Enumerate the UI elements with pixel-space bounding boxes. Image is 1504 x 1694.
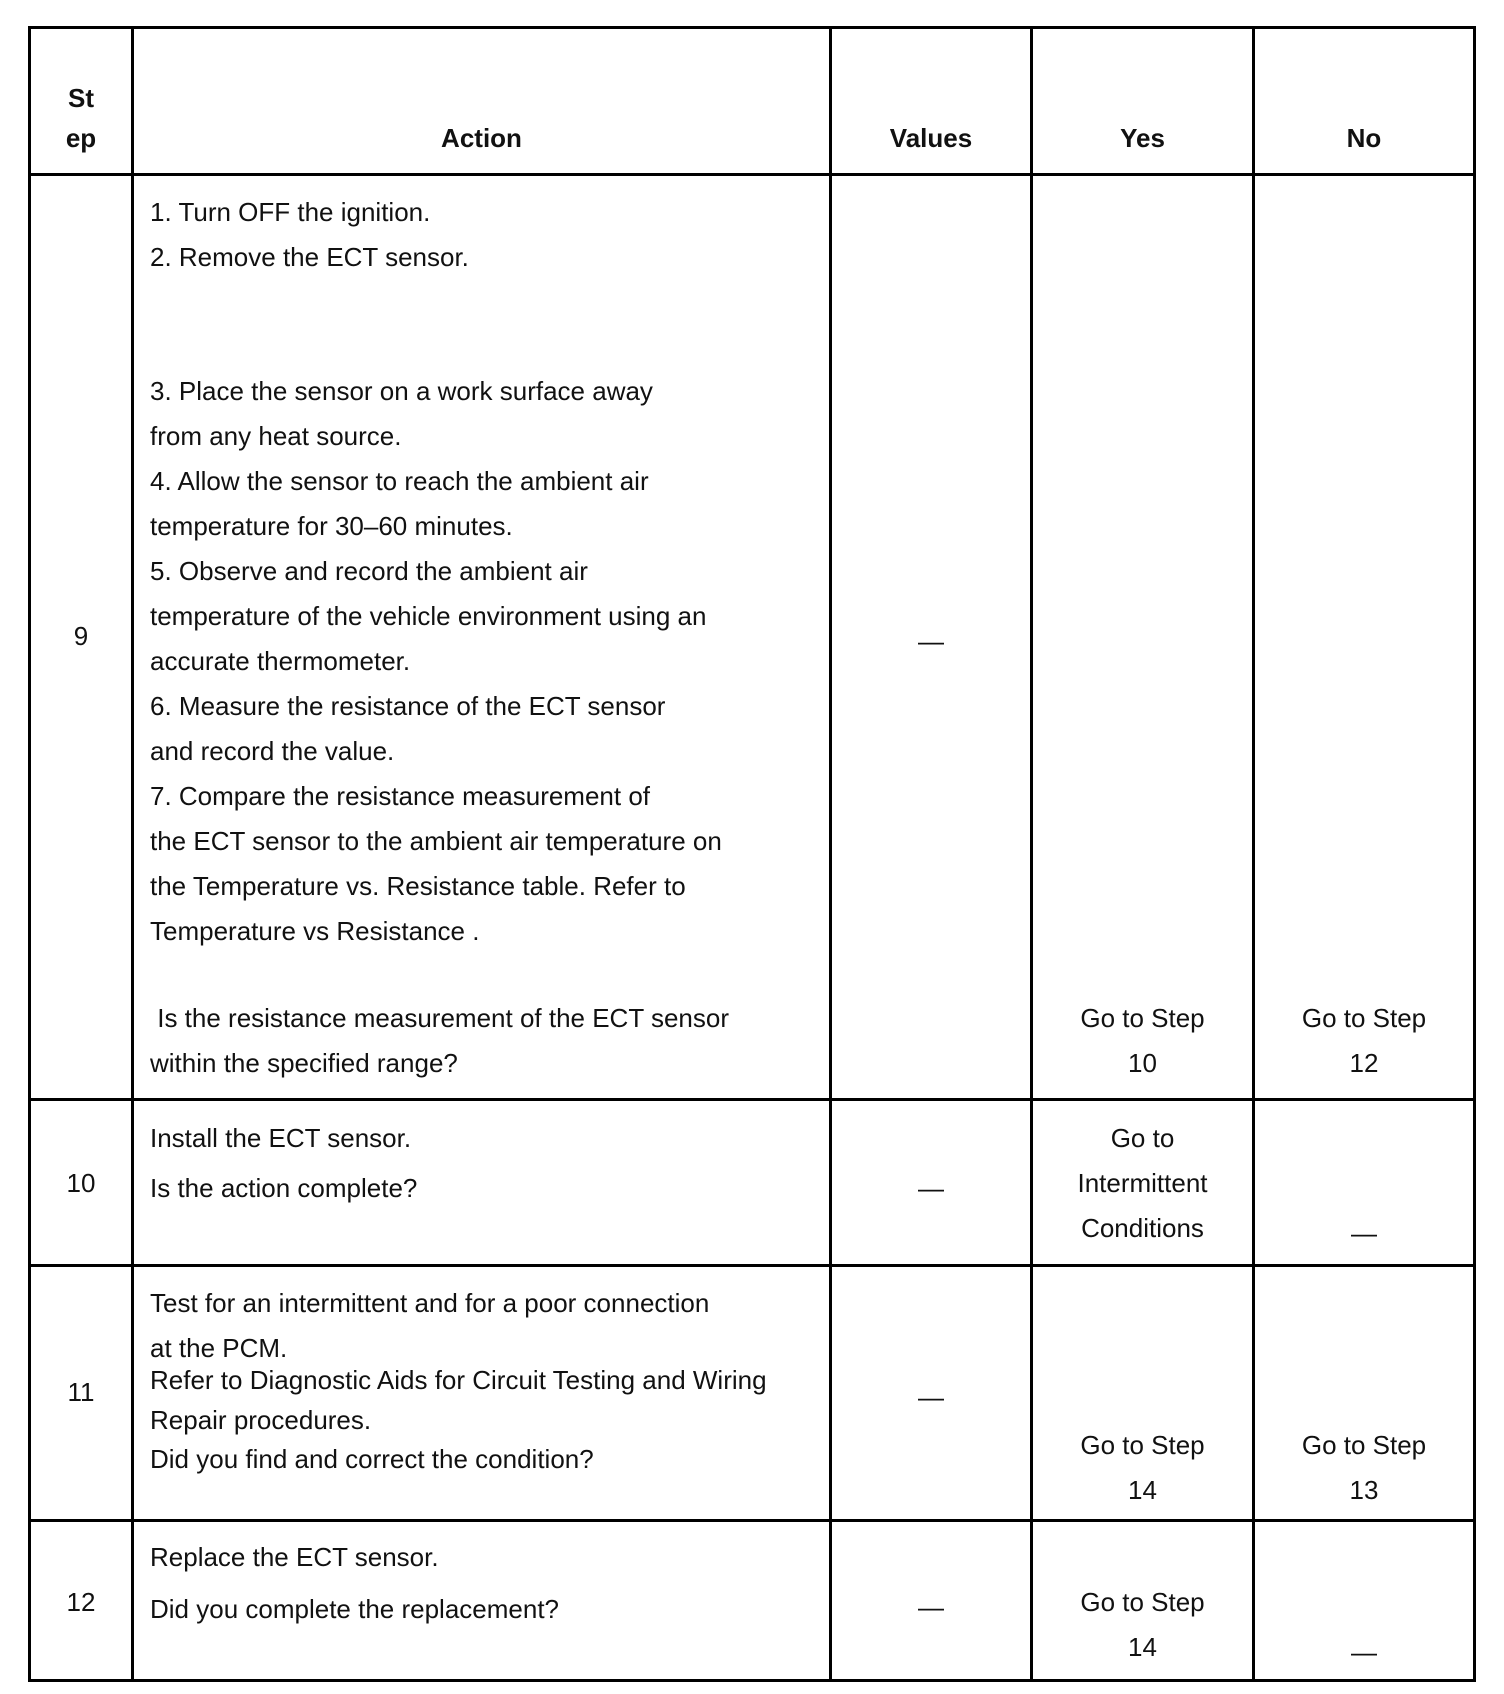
- action-line: the ECT sensor to the ambient air temperature on: [150, 826, 722, 856]
- action-line: Replace the ECT sensor.: [150, 1542, 439, 1572]
- no-cell: —: [1351, 1218, 1377, 1248]
- no-cell: 13: [1349, 1475, 1379, 1505]
- action-line: 1. Turn OFF the ignition.: [150, 197, 431, 227]
- action-line: 6. Measure the resistance of the ECT sensor: [150, 691, 666, 721]
- grid-line: [28, 26, 1476, 29]
- header-no: No: [1346, 123, 1382, 153]
- grid-line: [131, 26, 134, 1682]
- action-line: accurate thermometer.: [150, 646, 411, 676]
- action-line: 4. Allow the sensor to reach the ambient air: [150, 466, 649, 496]
- action-line: Is the action complete?: [150, 1173, 418, 1203]
- action-line: Install the ECT sensor.: [150, 1123, 412, 1153]
- values-cell: —: [918, 626, 944, 656]
- no-cell: Go to Step: [1301, 1430, 1427, 1460]
- action-line: Repair procedures.: [150, 1405, 372, 1435]
- diagnostic-table: [28, 26, 1476, 1682]
- yes-cell: Go to Step: [1080, 1003, 1205, 1033]
- action-line: Refer to Diagnostic Aids for Circuit Testing and Wiring: [150, 1365, 767, 1395]
- grid-line: [28, 1098, 1476, 1101]
- grid-line: [28, 1519, 1476, 1522]
- grid-line: [28, 1264, 1476, 1267]
- yes-cell: 10: [1128, 1048, 1157, 1078]
- action-line: the Temperature vs. Resistance table. Refer to: [150, 871, 686, 901]
- header-values: Values: [889, 123, 973, 153]
- action-line: from any heat source.: [150, 421, 402, 451]
- action-line: 2. Remove the ECT sensor.: [150, 242, 469, 272]
- grid-line: [28, 173, 1476, 176]
- grid-line: [1473, 26, 1476, 1682]
- yes-cell: Intermittent: [1077, 1168, 1208, 1198]
- action-line: and record the value.: [150, 736, 395, 766]
- action-line: 3. Place the sensor on a work surface away: [150, 376, 653, 406]
- values-cell: —: [918, 1173, 944, 1203]
- action-line: temperature for 30–60 minutes.: [150, 511, 513, 541]
- header-step: St ep: [65, 83, 97, 153]
- no-cell: 12: [1349, 1048, 1379, 1078]
- question-line: within the specified range?: [150, 1048, 458, 1078]
- grid-line: [28, 26, 31, 1682]
- yes-cell: Conditions: [1081, 1213, 1204, 1243]
- row-step: 10: [66, 1168, 96, 1198]
- grid-line: [28, 1679, 1476, 1682]
- no-cell: Go to Step: [1301, 1003, 1427, 1033]
- row-step: 12: [66, 1587, 96, 1617]
- action-line: at the PCM.: [150, 1333, 288, 1363]
- grid-line: [829, 26, 832, 1682]
- row-step: 11: [67, 1377, 95, 1407]
- header-yes: Yes: [1120, 123, 1165, 153]
- yes-cell: 14: [1128, 1475, 1157, 1505]
- values-cell: —: [918, 1592, 944, 1622]
- yes-cell: Go to Step: [1080, 1587, 1205, 1617]
- action-line: Test for an intermittent and for a poor connection: [150, 1288, 710, 1318]
- yes-cell: Go to: [1110, 1123, 1175, 1153]
- row-step: 9: [73, 621, 89, 651]
- action-line: temperature of the vehicle environment using an: [150, 601, 707, 631]
- action-line: 5. Observe and record the ambient air: [150, 556, 588, 586]
- no-cell: —: [1351, 1637, 1377, 1667]
- yes-cell: Go to Step: [1080, 1430, 1205, 1460]
- values-cell: —: [918, 1382, 944, 1412]
- action-line: 7. Compare the resistance measurement of: [150, 781, 651, 811]
- header-action: Action: [441, 123, 522, 153]
- action-line: Temperature vs Resistance .: [150, 916, 480, 946]
- yes-cell: 14: [1128, 1632, 1157, 1662]
- question-line: Is the resistance measurement of the ECT sensor: [150, 1003, 730, 1033]
- action-line: Did you complete the replacement?: [150, 1594, 560, 1624]
- action-line: Did you find and correct the condition?: [150, 1444, 594, 1474]
